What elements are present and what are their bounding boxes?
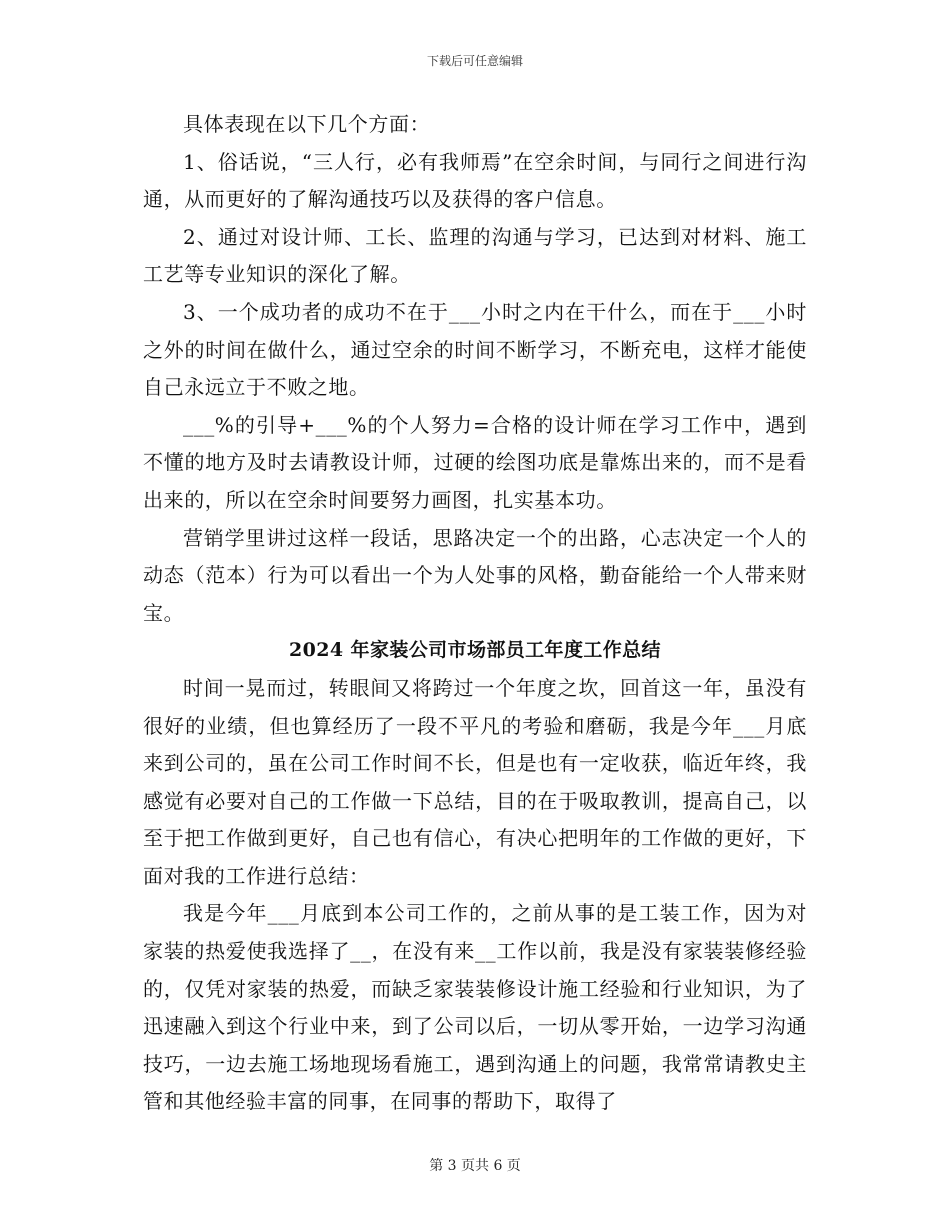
paragraph-guidance: ___%的引导+___%的个人努力=合格的设计师在学习工作中，遇到不懂的地方及时去请教设计师，过硬的绘图功底是靠炼出来的，而不是看出来的，所以在空余时间要努力画图，扎实基本功。 (143, 412, 807, 512)
section-title: 2024 年家装公司市场部员工年度工作总结 (289, 639, 661, 662)
paragraph-summary-intro: 时间一晃而过，转眼间又将跨过一个年度之坎，回首这一年，虽没有很好的业绩，但也算经历了一段不平凡的考验和磨砺，我是今年___月底来到公司的，虽在公司工作时间不长，但是也有一定收获，临近年终，我感觉有必要对自己的工作做一下总结，目的在于吸取教训，提高自己，以至于把工作做到更好，自己也有信心，有决心把明年的工作做的更好，下面对我的工作进行总结： (143, 675, 807, 888)
page-header: 下载后可任意编辑 (426, 54, 523, 68)
document-body (143, 106, 807, 1121)
page-footer: 第 3 页共 6 页 (429, 1158, 521, 1174)
paragraph-item-1: 1、俗话说，“三人行，必有我师焉”在空余时间，与同行之间进行沟通，从而更好的了解沟通技巧以及获得的客户信息。 (143, 149, 807, 212)
paragraph-intro: 具体表现在以下几个方面： (183, 112, 431, 136)
paragraph-marketing: 营销学里讲过这样一段话，思路决定一个的出路，心志决定一个人的动态（范本）行为可以看出一个为人处事的风格，勤奋能给一个人带来财宝。 (143, 525, 807, 625)
paragraph-work-history: 我是今年___月底到本公司工作的，之前从事的是工装工作，因为对家装的热爱使我选择了__，在没有来__工作以前，我是没有家装装修经验的，仅凭对家装的热爱，而缺乏家装装修设计施工经验和行业知识，为了迅速融入到这个行业中来，到了公司以后，一切从零开始，一边学习沟通技巧，一边去施工场地现场看施工，遇到沟通上的问题，我常常请教史主管和其他经验丰富的同事，在同事的帮助下，取得了 (143, 901, 807, 1114)
paragraph-item-2: 2、通过对设计师、工长、监理的沟通与学习，已达到对材料、施工工艺等专业知识的深化了解。 (143, 224, 807, 287)
paragraph-item-3: 3、一个成功者的成功不在于___小时之内在干什么，而在于___小时之外的时间在做什么，通过空余的时间不断学习，不断充电，这样才能使自己永远立于不败之地。 (143, 299, 807, 400)
